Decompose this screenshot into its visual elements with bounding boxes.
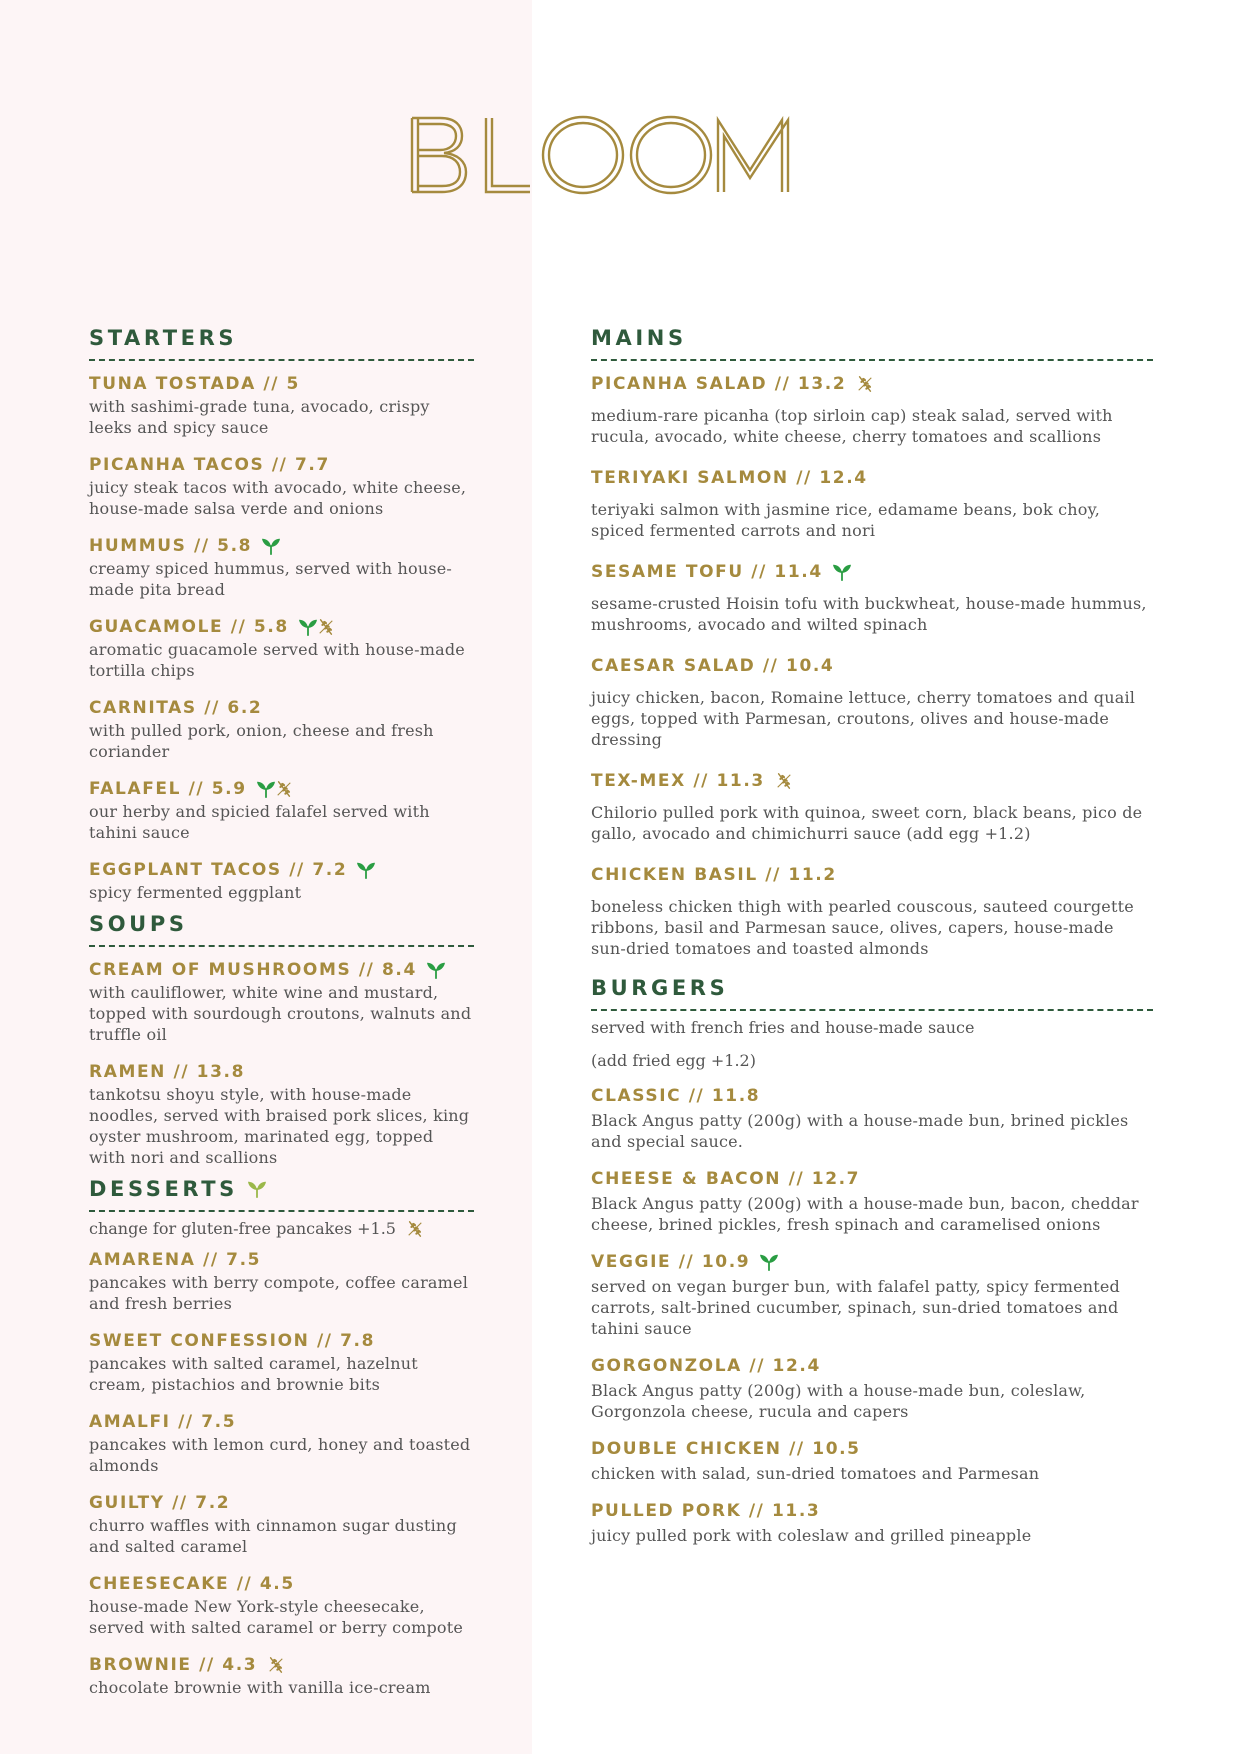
menu-item-gorgonzola — [591, 1355, 1153, 1422]
item-name: TEX-MEX // 11.3 — [591, 771, 765, 791]
wheat-icon — [273, 780, 295, 798]
section-divider — [89, 945, 474, 947]
menu-item-eggplant-tacos — [89, 859, 474, 903]
burgers-egg-note: (add fried egg +1.2) — [591, 1051, 756, 1070]
starters-section — [89, 325, 474, 903]
item-description: pancakes with lemon curd, honey and toasted almonds — [89, 1435, 471, 1475]
item-name: RAMEN // 13.8 — [89, 1062, 246, 1082]
leaf-icon — [355, 861, 377, 879]
item-description: Black Angus patty (200g) with a house-made bun, bacon, cheddar cheese, brined pickles, fresh spinach and caramelised onions — [591, 1194, 1139, 1234]
menu-item-tuna-tostada — [89, 373, 474, 438]
item-description: chicken with salad, sun-dried tomatoes and Parmesan — [591, 1464, 1040, 1483]
item-name: TERIYAKI SALMON // 12.4 — [591, 468, 868, 488]
item-name: GUACAMOLE // 5.8 — [89, 617, 289, 637]
item-description: Black Angus patty (200g) with a house-made bun, brined pickles and special sauce. — [591, 1111, 1129, 1151]
menu-item-cheesecake — [89, 1573, 474, 1638]
menu-item-chicken-basil — [591, 864, 1153, 959]
section-title-starters: STARTERS — [89, 326, 238, 350]
bloom-logo — [400, 110, 800, 200]
item-name: SESAME TOFU // 11.4 — [591, 562, 823, 582]
section-title-soups: SOUPS — [89, 912, 188, 936]
menu-item-sweet-confession — [89, 1330, 474, 1395]
item-description: Chilorio pulled pork with quinoa, sweet corn, black beans, pico de gallo, avocado and chimichurri sauce (add egg +1.2) — [591, 803, 1143, 843]
bloom-logo-art — [400, 110, 800, 200]
item-description: sesame-crusted Hoisin tofu with buckwheat, house-made hummus, mushrooms, avocado and wilted spinach — [591, 594, 1147, 634]
menu-item-double-chicken — [591, 1438, 1153, 1484]
leaf-icon — [425, 961, 447, 979]
menu-item-veggie — [591, 1251, 1153, 1339]
wheat-icon — [854, 375, 876, 393]
item-description: juicy steak tacos with avocado, white cheese, house-made salsa verde and onions — [89, 478, 467, 518]
left-column — [89, 325, 474, 1698]
section-divider — [89, 1210, 474, 1212]
menu-item-cheese-and-bacon — [591, 1168, 1153, 1235]
menu-item-carnitas — [89, 697, 474, 762]
section-title-text: DESSERTS — [89, 1177, 238, 1201]
item-description: with cauliflower, white wine and mustard, topped with sourdough croutons, walnuts and truffle oil — [89, 983, 472, 1044]
leaf-icon — [260, 537, 282, 555]
item-name: PICANHA TACOS // 7.7 — [89, 455, 330, 475]
section-divider — [89, 359, 474, 361]
burgers-section — [591, 975, 1153, 1546]
item-description: house-made New York-style cheesecake, served with salted caramel or berry compote — [89, 1597, 464, 1637]
item-name: CARNITAS // 6.2 — [89, 698, 263, 718]
item-name: GUILTY // 7.2 — [89, 1493, 231, 1513]
section-title-mains: MAINS — [591, 326, 687, 350]
menu-item-guacamole — [89, 616, 474, 681]
item-name: AMALFI // 7.5 — [89, 1412, 237, 1432]
item-name: SWEET CONFESSION // 7.8 — [89, 1331, 376, 1351]
item-name: BROWNIE // 4.3 — [89, 1655, 258, 1675]
menu-item-falafel — [89, 778, 474, 843]
note-text: change for gluten-free pancakes +1.5 — [89, 1219, 396, 1238]
item-description: with sashimi-grade tuna, avocado, crispy leeks and spicy sauce — [89, 397, 430, 437]
mains-section — [591, 325, 1153, 959]
section-title-burgers: BURGERS — [591, 976, 729, 1000]
menu-item-sesame-tofu — [591, 561, 1153, 635]
menu-item-classic — [591, 1085, 1153, 1152]
section-divider — [591, 359, 1153, 361]
item-description: teriyaki salmon with jasmine rice, edamame beans, bok choy, spiced fermented carrots and nori — [591, 500, 1101, 540]
menu-item-guilty — [89, 1492, 474, 1557]
item-name: CHEESE & BACON // 12.7 — [591, 1169, 861, 1189]
menu-item-picanha-tacos — [89, 454, 474, 519]
item-description: aromatic guacamole served with house-made tortilla chips — [89, 640, 465, 680]
wheat-icon — [404, 1220, 426, 1238]
menu-item-tex-mex — [591, 770, 1153, 844]
item-name: CHICKEN BASIL // 11.2 — [591, 865, 837, 885]
section-divider — [591, 1009, 1153, 1011]
item-description: churro waffles with cinnamon sugar dusting and salted caramel — [89, 1516, 457, 1556]
item-name: PICANHA SALAD // 13.2 — [591, 374, 847, 394]
item-description: medium-rare picanha (top sirloin cap) steak salad, served with rucula, avocado, white cheese, cherry tomatoes and scallions — [591, 406, 1113, 446]
wheat-icon — [265, 1656, 287, 1674]
item-description: tankotsu shoyu style, with house-made noodles, served with braised pork slices, king oyster mushroom, marinated egg, topped with nori and scallions — [89, 1085, 470, 1167]
item-name: HUMMUS // 5.8 — [89, 536, 253, 556]
item-name: TUNA TOSTADA // 5 — [89, 374, 300, 394]
item-name: VEGGIE // 10.9 — [591, 1252, 751, 1272]
burgers-note: served with french fries and house-made sauce — [591, 1018, 975, 1037]
leaf-icon — [246, 1180, 268, 1198]
desserts-section — [89, 1176, 474, 1698]
item-description: with pulled pork, onion, cheese and fresh coriander — [89, 721, 434, 761]
wheat-icon — [315, 618, 337, 636]
item-name: DOUBLE CHICKEN // 10.5 — [591, 1439, 861, 1459]
menu-item-amalfi — [89, 1411, 474, 1476]
menu-item-caesar-salad — [591, 655, 1153, 750]
item-name: CHEESECAKE // 4.5 — [89, 1574, 295, 1594]
item-name: PULLED PORK // 11.3 — [591, 1501, 821, 1521]
menu-item-pulled-pork — [591, 1500, 1153, 1546]
item-name: EGGPLANT TACOS // 7.2 — [89, 860, 348, 880]
desserts-note — [89, 1218, 474, 1239]
menu-item-cream-of-mushrooms — [89, 959, 474, 1045]
menu-item-teriyaki-salmon — [591, 467, 1153, 541]
item-name: CLASSIC // 11.8 — [591, 1086, 761, 1106]
item-description: chocolate brownie with vanilla ice-cream — [89, 1678, 431, 1697]
soups-section — [89, 911, 474, 1168]
item-name: CAESAR SALAD // 10.4 — [591, 656, 835, 676]
item-description: creamy spiced hummus, served with house-made pita bread — [89, 559, 453, 599]
item-description: pancakes with berry compote, coffee caramel and fresh berries — [89, 1273, 469, 1313]
menu-item-amarena — [89, 1249, 474, 1314]
menu-item-brownie — [89, 1654, 474, 1698]
leaf-icon — [758, 1253, 780, 1271]
right-column — [591, 325, 1153, 1546]
item-name: FALAFEL // 5.9 — [89, 779, 247, 799]
item-description: served on vegan burger bun, with falafel patty, spicy fermented carrots, salt-brined cucumber, spinach, sun-dried tomatoes and tahini sauce — [591, 1277, 1120, 1338]
leaf-icon — [831, 563, 853, 581]
item-name: CREAM OF MUSHROOMS // 8.4 — [89, 960, 417, 980]
section-title-desserts — [89, 1176, 474, 1202]
menu-item-hummus — [89, 535, 474, 600]
item-description: spicy fermented eggplant — [89, 883, 302, 902]
item-description: Black Angus patty (200g) with a house-made bun, coleslaw, Gorgonzola cheese, rucula and capers — [591, 1381, 1086, 1421]
item-description: boneless chicken thigh with pearled couscous, sauteed courgette ribbons, basil and Parmesan sauce, olives, capers, house-made sun-dried tomatoes and toasted almonds — [591, 897, 1134, 958]
item-description: juicy pulled pork with coleslaw and grilled pineapple — [591, 1526, 1032, 1545]
menu-item-ramen — [89, 1061, 474, 1168]
item-description: our herby and spicied falafel served with tahini sauce — [89, 802, 430, 842]
item-name: GORGONZOLA // 12.4 — [591, 1356, 821, 1376]
item-name: AMARENA // 7.5 — [89, 1250, 262, 1270]
wheat-icon — [773, 772, 795, 790]
menu-item-picanha-salad — [591, 373, 1153, 447]
item-description: pancakes with salted caramel, hazelnut cream, pistachios and brownie bits — [89, 1354, 418, 1394]
item-description: juicy chicken, bacon, Romaine lettuce, cherry tomatoes and quail eggs, topped with Parmesan, croutons, olives and house-made dressing — [591, 688, 1136, 749]
